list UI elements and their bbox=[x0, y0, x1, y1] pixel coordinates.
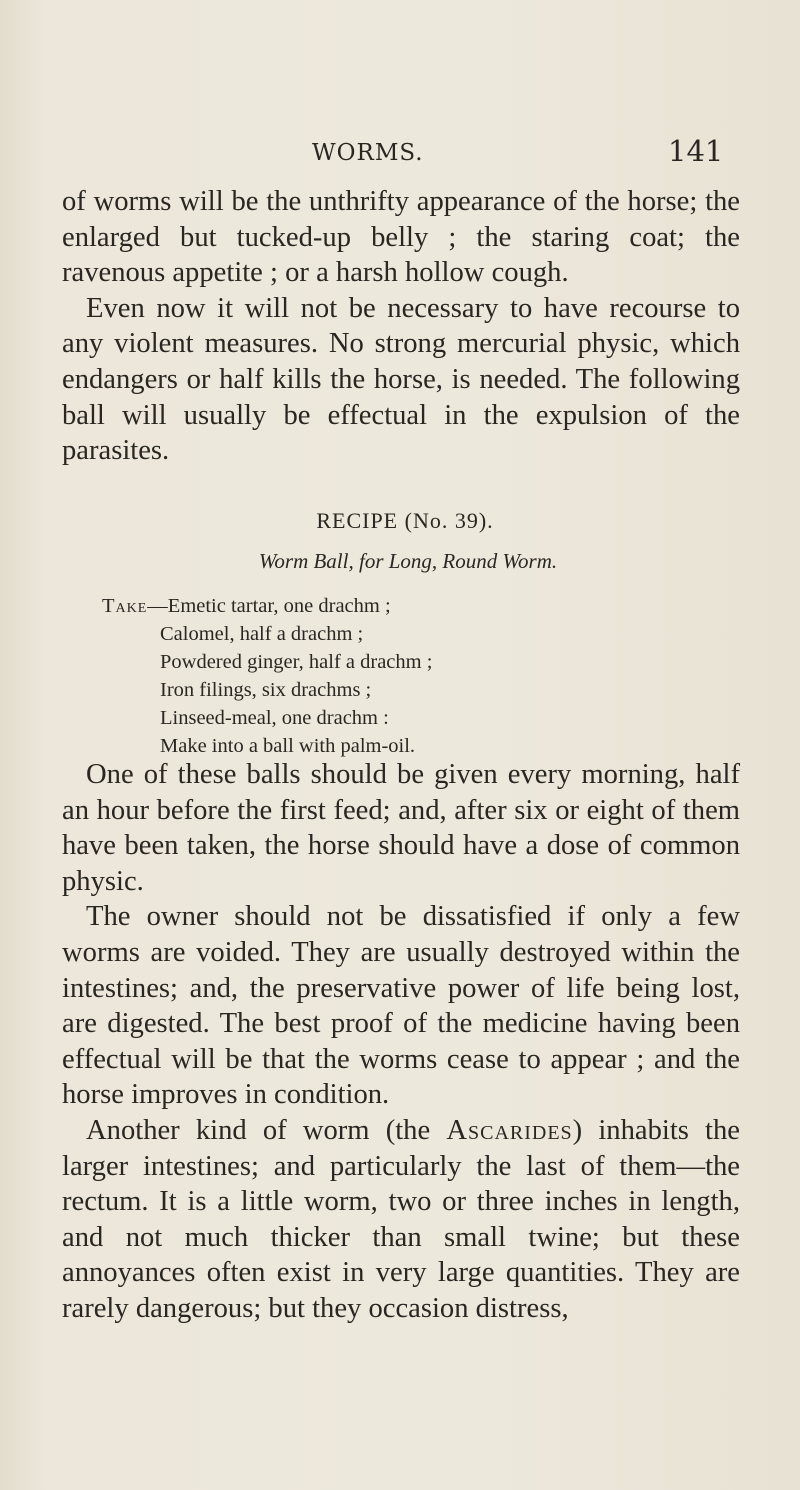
text-block-bottom bbox=[62, 757, 740, 1327]
paragraph: One of these balls should be given every morning, half an hour before the first feed; and, after six or eight of them have been taken, the horse should have a dose of common physic. bbox=[62, 759, 740, 897]
paragraph: Even now it will not be necessary to have recourse to any violent measures. No strong mercurial physic, which endangers or half kills the horse, is needed. The following ball will usually be effectual in the expulsion of the parasites. bbox=[62, 292, 740, 467]
ingredient-line bbox=[102, 592, 722, 620]
page-number: 141 bbox=[668, 134, 724, 168]
take-label: Take bbox=[102, 595, 148, 617]
text-run: ) inhabits the larger intestines; and particularly the last of them—the rectum. It is a little worm, two or three inches in length, and not much thicker than small twine; but these annoyances often exist in very large quantities. They are rarely dangerous; but they occasion distress, bbox=[62, 1114, 740, 1324]
text-block-top bbox=[62, 184, 740, 469]
ingredient-line: Iron filings, six drachms ; bbox=[160, 679, 372, 701]
ingredient-text: —Emetic tartar, one drachm ; bbox=[147, 595, 391, 617]
term-ascarides: Ascarides bbox=[446, 1114, 573, 1146]
paragraph: The owner should not be dissatisfied if only a few worms are voided. They are usually destroyed within the intestines; and, the preservative power of life being lost, are digested. The best proof of the medicine having been effectual will be that the worms cease to appear ; and the horse improves in condition. bbox=[62, 901, 740, 1111]
recipe-ingredients bbox=[102, 592, 722, 760]
paragraph bbox=[62, 1113, 740, 1327]
text-run: Another kind of worm (the bbox=[86, 1114, 447, 1146]
paragraph-continuation: of worms will be the unthrifty appearance of the horse; the enlarged but tucked-up belly ; the staring coat; the ravenous appetite ; or a harsh hollow cough. bbox=[62, 186, 740, 289]
ingredient-line: Powdered ginger, half a drachm ; bbox=[160, 651, 433, 673]
ingredient-line: Make into a ball with palm-oil. bbox=[160, 735, 416, 757]
ingredient-line: Linseed-meal, one drachm : bbox=[160, 707, 389, 729]
ingredient-line: Calomel, half a drachm ; bbox=[160, 623, 364, 645]
recipe-title: RECIPE (No. 39). bbox=[316, 508, 494, 533]
recipe-subtitle: Worm Ball, for Long, Round Worm. bbox=[258, 549, 558, 573]
page-header bbox=[0, 134, 800, 180]
running-head: WORMS. bbox=[312, 140, 424, 166]
